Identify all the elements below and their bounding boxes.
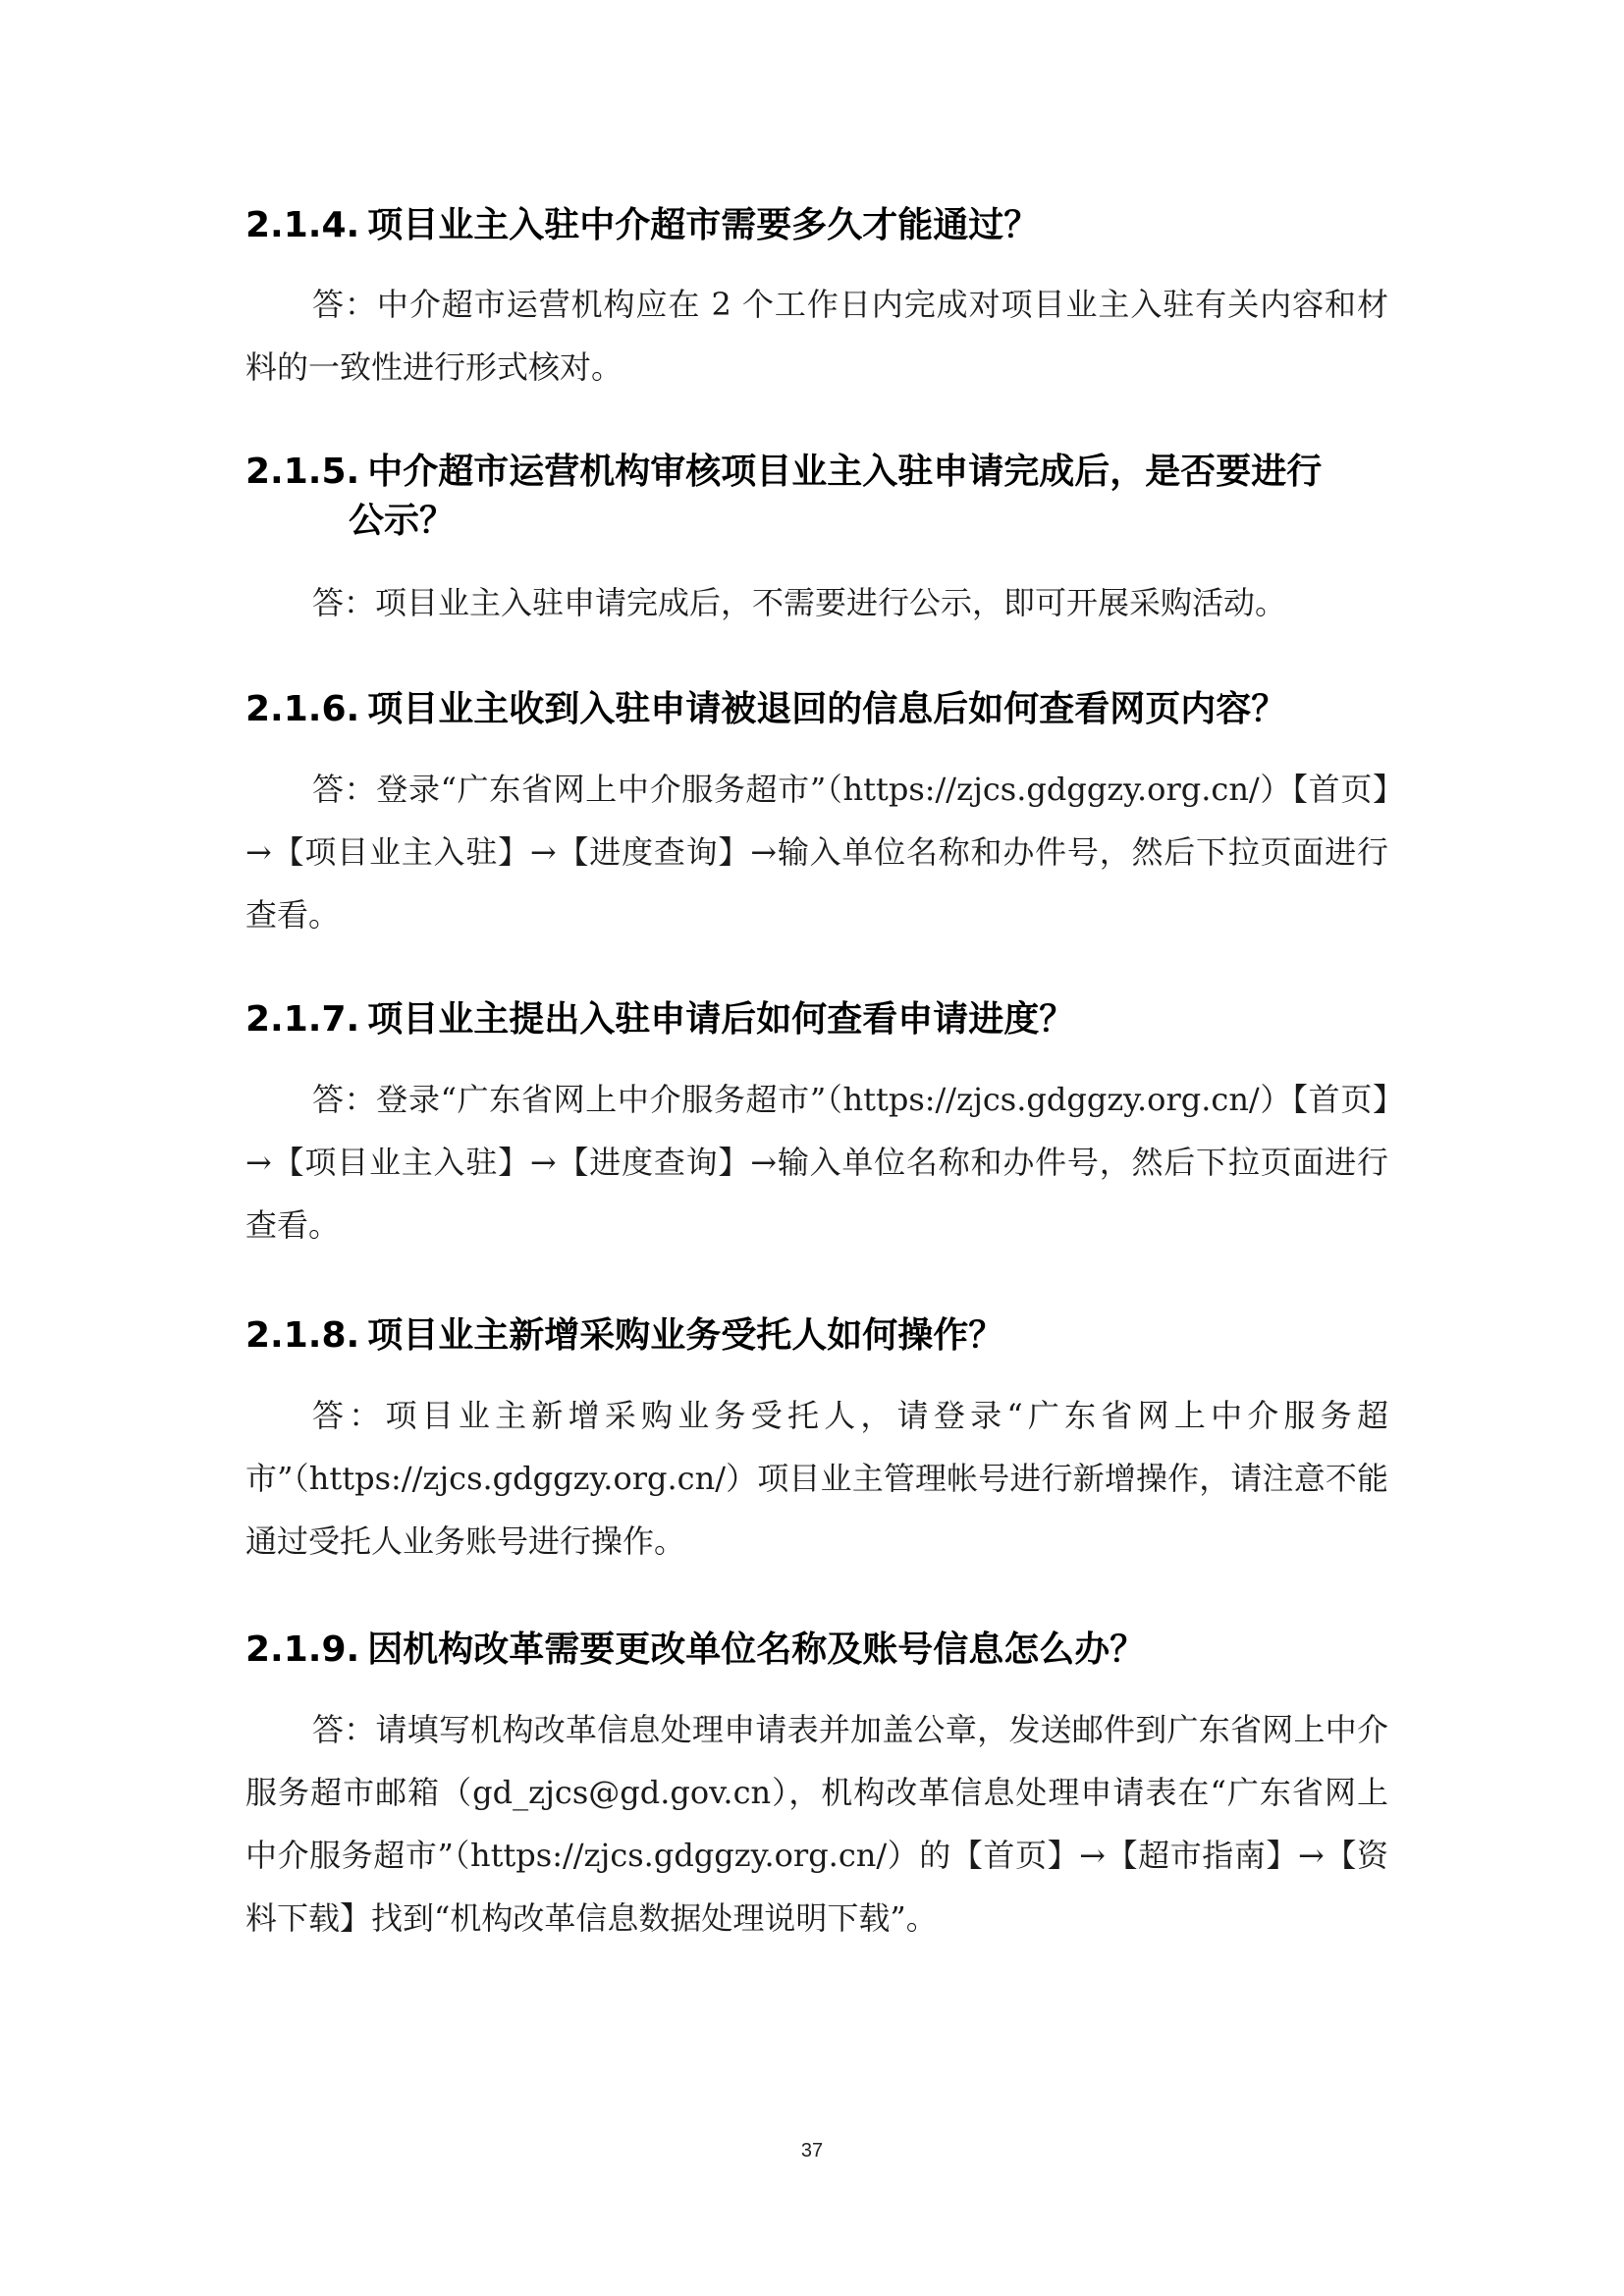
section-title: 因机构改革需要更改单位名称及账号信息怎么办？ <box>367 1629 1146 1670</box>
section-heading-2-1-9 <box>245 1626 1394 1675</box>
section-number: 2.1.8. <box>245 1315 360 1356</box>
page-number: 37 <box>800 2140 824 2162</box>
section-answer-2-1-8: 答：项目业主新增采购业务受托人，请登录“广东省网上中介服务超市”（https://zjcs.gdggzy.org.cn/）项目业主管理帐号进行新增操作，请注意不能通过受托人业务账号进行操作。 <box>245 1397 1388 1560</box>
section-answer-2-1-7: 答：登录“广东省网上中介服务超市”（https://zjcs.gdggzy.org.cn/）【首页】→【项目业主入驻】→【进度查询】→输入单位名称和办件号，然后下拉页面进行查看。 <box>245 1081 1388 1244</box>
section-number: 2.1.4. <box>245 205 360 245</box>
section-title: 项目业主收到入驻申请被退回的信息后如何查看网页内容？ <box>367 689 1287 729</box>
section-answer-2-1-6: 答：登录“广东省网上中介服务超市”（https://zjcs.gdggzy.org.cn/）【首页】→【项目业主入驻】→【进度查询】→输入单位名称和办件号，然后下拉页面进行查看。 <box>245 771 1388 934</box>
section-title: 项目业主新增采购业务受托人如何操作？ <box>367 1315 1004 1356</box>
section-number: 2.1.5. <box>245 452 360 492</box>
section-number: 2.1.6. <box>245 689 360 729</box>
section-number: 2.1.7. <box>245 999 360 1040</box>
section-title-line2: 公示？ <box>349 501 456 541</box>
section-answer-2-1-4: 答：中介超市运营机构应在 2 个工作日内完成对项目业主入驻有关内容和材料的一致性进行形式核对。 <box>245 286 1388 386</box>
section-answer-2-1-9: 答：请填写机构改革信息处理申请表并加盖公章，发送邮件到广东省网上中介服务超市邮箱（gd_zjcs@gd.gov.cn），机构改革信息处理申请表在“广东省网上中介服务超市”（https://zjcs.gdggzy.org.cn/）的【首页】→【超市指南】→【资料下载】找到“机构改革信息数据处理说明下载”。 <box>245 1711 1388 1937</box>
section-number: 2.1.9. <box>245 1629 360 1670</box>
section-heading-2-1-8 <box>245 1311 1394 1361</box>
section-heading-2-1-7 <box>245 995 1394 1044</box>
section-title-line1: 中介超市运营机构审核项目业主入驻申请完成后，是否要进行 <box>367 452 1323 492</box>
section-title: 项目业主入驻中介超市需要多久才能通过？ <box>367 205 1040 245</box>
section-heading-2-1-6 <box>245 685 1394 734</box>
section-heading-2-1-4 <box>245 201 1394 250</box>
section-title: 项目业主提出入驻申请后如何查看申请进度？ <box>367 999 1075 1040</box>
section-heading-2-1-5 <box>245 448 1394 546</box>
section-answer-2-1-5: 答：项目业主入驻申请完成后，不需要进行公示，即可开展采购活动。 <box>312 584 1287 621</box>
